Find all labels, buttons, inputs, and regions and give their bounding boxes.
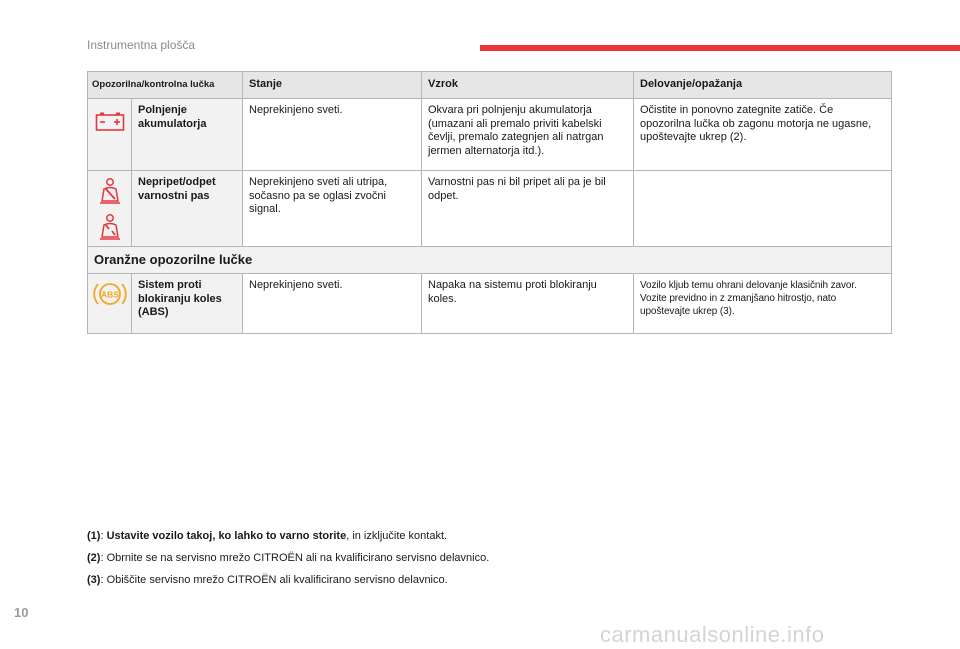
state-cell: Neprekinjeno sveti. xyxy=(243,274,422,334)
icon-cell xyxy=(88,99,132,171)
battery-icon xyxy=(95,111,125,131)
cause-cell: Okvara pri polnjenju akumulatorja (umazani ali premalo priviti kabelski čevlji, premalo zategnjen ali natrgan jermen alternatorja itd.). xyxy=(422,99,634,171)
footnote: (1): Ustavite vozilo takoj, ko lahko to varno storite, in izključite kontakt. xyxy=(87,530,448,542)
page-header-title: Instrumentna plošča xyxy=(87,38,196,52)
table-row xyxy=(88,171,892,247)
action-cell xyxy=(634,171,892,247)
seatbelt-icon xyxy=(96,177,124,205)
section-row xyxy=(88,247,892,274)
section-title: Oranžne opozorilne lučke xyxy=(88,247,892,274)
warning-name: Polnjenje akumulatorja xyxy=(132,99,243,171)
column-header: Delovanje/opažanja xyxy=(634,72,892,99)
icon-cell xyxy=(88,274,132,334)
page-number: 10 xyxy=(14,605,29,620)
action-cell: Očistite in ponovno zategnite zatiče. Če opozorilna lučka ob zagonu motorja ne ugasne, upoštevajte ukrep (2). xyxy=(634,99,892,171)
abs-icon xyxy=(92,280,128,308)
column-header: Vzrok xyxy=(422,72,634,99)
table-row xyxy=(88,274,892,334)
warning-lights-table xyxy=(87,71,892,334)
state-cell: Neprekinjeno sveti ali utripa, sočasno pa se oglasi zvočni signal. xyxy=(243,171,422,247)
seatbelt-icon xyxy=(96,213,124,241)
state-cell: Neprekinjeno sveti. xyxy=(243,99,422,171)
table-header-row xyxy=(88,72,892,99)
column-header: Stanje xyxy=(243,72,422,99)
warning-name: Nepripet/odpet varnostni pas xyxy=(132,171,243,247)
svg-text:ABS: ABS xyxy=(100,289,119,300)
footnote: (3): Obiščite servisno mrežo CITROËN ali kvalificirano servisno delavnico. xyxy=(87,574,448,586)
action-cell: Vozilo kljub temu ohrani delovanje klasičnih zavor. Vozite previdno in z zmanjšano hitrostjo, nato upoštevajte ukrep (3). xyxy=(634,274,892,334)
header-accent-bar xyxy=(480,45,960,51)
table-row xyxy=(88,99,892,171)
icon-cell xyxy=(88,171,132,247)
warning-name: Sistem proti blokiranju koles (ABS) xyxy=(132,274,243,334)
cause-cell: Napaka na sistemu proti blokiranju koles. xyxy=(422,274,634,334)
watermark: carmanualsonline.info xyxy=(600,622,825,647)
footnote: (2): Obrnite se na servisno mrežo CITROËN ali na kvalificirano servisno delavnico. xyxy=(87,552,490,564)
column-header: Opozorilna/kontrolna lučka xyxy=(88,72,243,99)
cause-cell: Varnostni pas ni bil pripet ali pa je bil odpet. xyxy=(422,171,634,247)
